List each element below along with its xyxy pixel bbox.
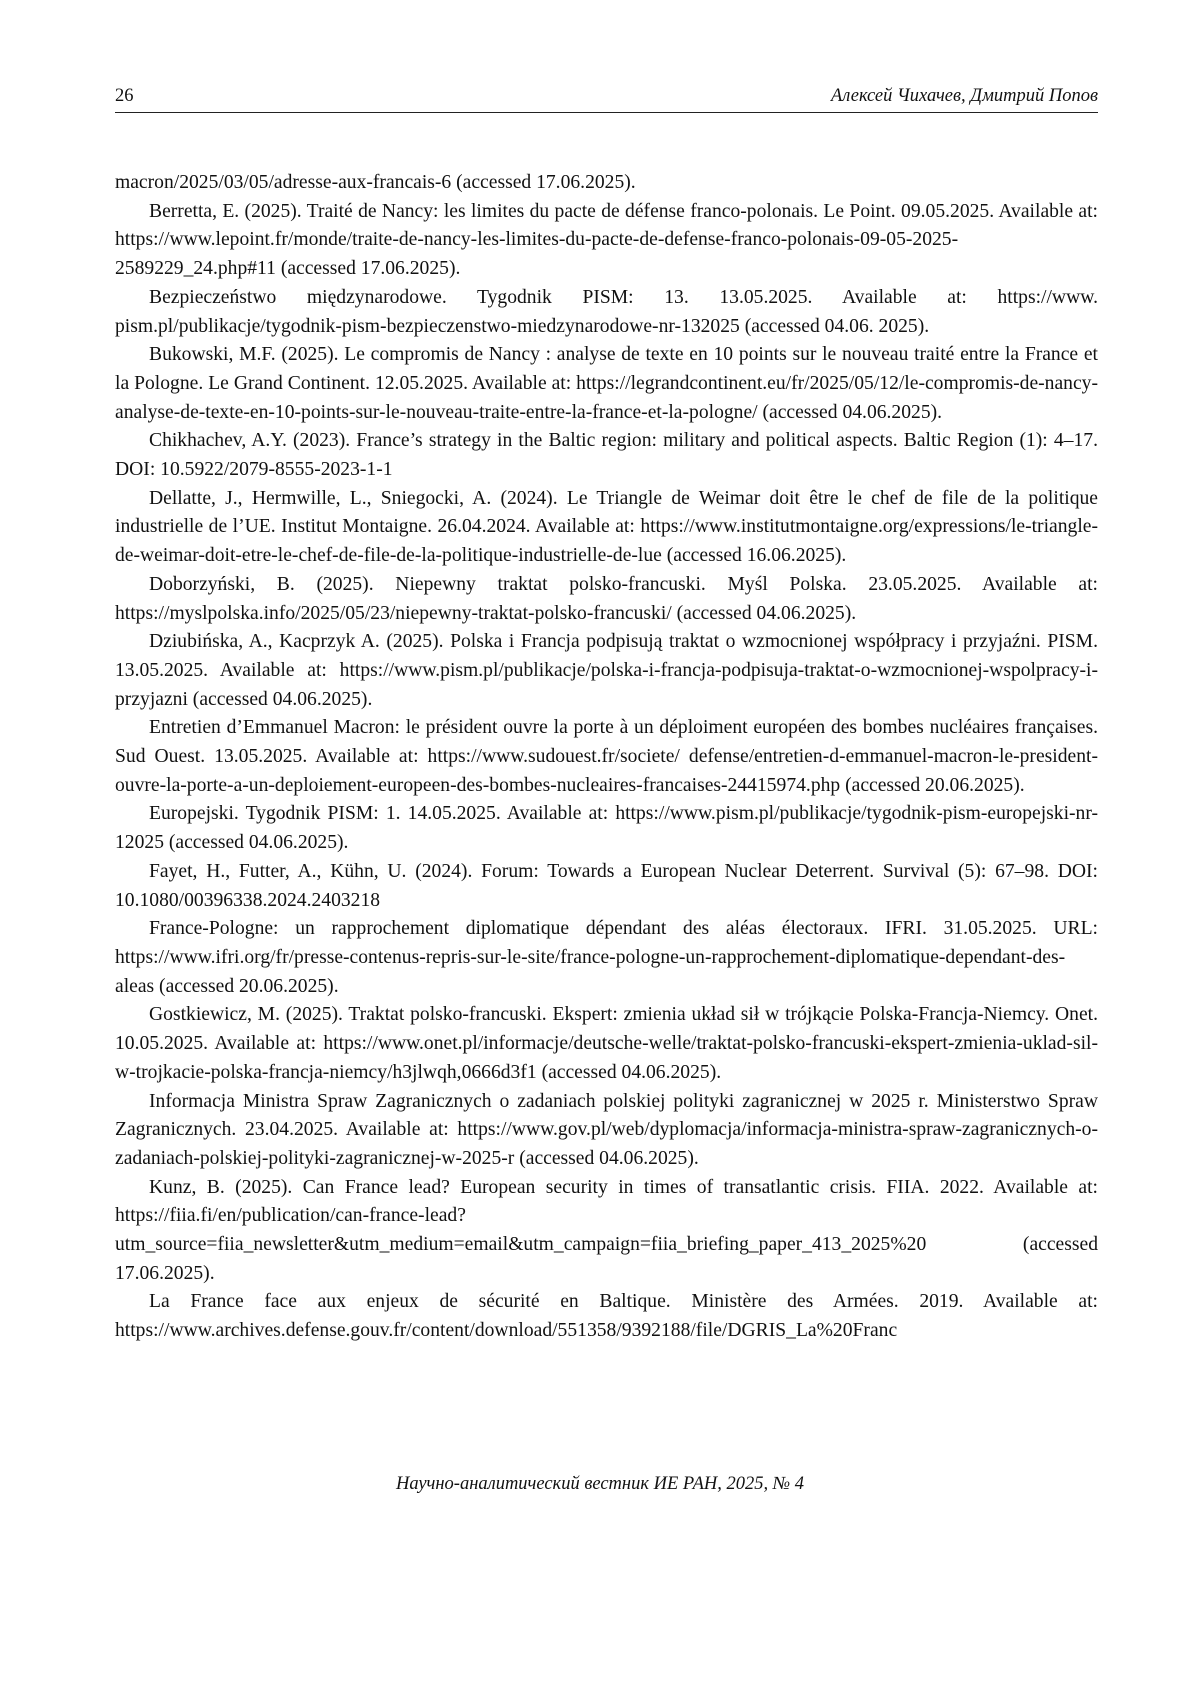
reference-entry: Entretien d’Emmanuel Macron: le président ouvre la porte à un déploiment européen des bombes nucléaires françaises. Sud Ouest. 13.05.2025. Available at: https://www.sudouest.fr/societe/ defense/entretien-d-emmanuel-macron-le-president-ouvre-la-porte-a-un-deploiement-europeen-des-bombes-nucleaires-francaises-24415974.php (accessed 20.06.2025). (115, 717, 1098, 796)
reference-entry: France-Pologne: un rapprochement diplomatique dépendant des aléas électoraux. IFRI. 31.05.2025. URL: https://www.ifri.org/fr/presse-contenus-repris-sur-le-site/france-pologne-un-rapprochement-diplomatique-dependant-des-aleas (accessed 20.06.2025). (115, 918, 1098, 997)
reference-list (115, 169, 1098, 1346)
reference-entry: Kunz, B. (2025). Can France lead? European security in times of transatlantic crisis. FIIA. 2022. Available at: https://fiia.fi/en/publication/can-france-lead?utm_source=fiia_newsletter&utm_medium=email&utm_campaign=fiia_briefing_paper_413_2025%20 (accessed 17.06.2025). (115, 1176, 1098, 1284)
reference-entry: Dziubińska, A., Kacprzyk A. (2025). Polska i Francja podpisują traktat o wzmocnionej współpracy i przyjaźni. PISM. 13.05.2025. Available at: https://www.pism.pl/publikacje/polska-i-francja-podpisuja-traktat-o-wzmocnionej-wspolpracy-i-przyjazni (accessed 04.06.2025). (115, 631, 1098, 710)
reference-entry: Bezpieczeństwo międzynarodowe. Tygodnik PISM: 13. 13.05.2025. Available at: https://www. pism.pl/publikacje/tygodnik-pism-bezpieczenstwo-miedzynarodowe-nr-132025 (accessed 04.06. 2025). (115, 286, 1098, 337)
reference-entry: macron/2025/03/05/adresse-aux-francais-6 (accessed 17.06.2025). (115, 172, 636, 193)
reference-entry: Europejski. Tygodnik PISM: 1. 14.05.2025. Available at: https://www.pism.pl/publikacje/tygodnik-pism-europejski-nr-12025 (accessed 04.06.2025). (115, 803, 1098, 854)
reference-entry: Gostkiewicz, M. (2025). Traktat polsko-francuski. Ekspert: zmienia układ sił w trójkącie Polska-Francja-Niemcy. Onet. 10.05.2025. Available at: https://www.onet.pl/informacje/deutsche-welle/traktat-polsko-francuski-ekspert-zmienia-uklad-sil-w-trojkacie-polska-francja-niemcy/h3jlwqh,0666d3f1 (accessed 04.06.2025). (115, 1004, 1098, 1083)
reference-entry: La France face aux enjeux de sécurité en Baltique. Ministère des Armées. 2019. Available at: https://www.archives.defense.gouv.fr/content/download/551358/9392188/file/DGRIS_La%20Franc (115, 1291, 1098, 1342)
reference-entry: Informacja Ministra Spraw Zagranicznych o zadaniach polskiej polityki zagranicznej w 2025 r. Ministerstwo Spraw Zagranicznych. 23.04.2025. Available at: https://www.gov.pl/web/dyplomacja/informacja-ministra-spraw-zagranicznych-o-zadaniach-polskiej-polityki-zagranicznej-w-2025-r (accessed 04.06.2025). (115, 1090, 1098, 1169)
reference-entry: Berretta, E. (2025). Traité de Nancy: les limites du pacte de défense franco-polonais. Le Point. 09.05.2025. Available at: https://www.lepoint.fr/monde/traite-de-nancy-les-limites-du-pacte-de-defense-franco-polonais-09-05-2025-2589229_24.php#11 (accessed 17.06.2025). (115, 200, 1098, 280)
reference-entry: Doborzyński, B. (2025). Niepewny traktat polsko-francuski. Myśl Polska. 23.05.2025. Available at: https://myslpolska.info/2025/05/23/niepewny-traktat-polsko-francuski/ (accessed 04.06.2025). (115, 573, 1098, 624)
reference-entry: Bukowski, M.F. (2025). Le compromis de Nancy : analyse de texte en 10 points sur le nouveau traité entre la France et la Pologne. Le Grand Continent. 12.05.2025. Available at: https://legrandcontinent.eu/fr/2025/05/12/le-compromis-de-nancy-analyse-de-texte-en-10-points-sur-le-nouveau-traite-entre-la-france-et-la-pologne/ (accessed 04.06.2025). (115, 344, 1098, 423)
page-footer: Научно-аналитический вестник ИЕ РАН, 2025, № 4 (395, 1474, 805, 1494)
page-header (115, 86, 1098, 113)
reference-entry: Fayet, H., Futter, A., Kühn, U. (2024). Forum: Towards a European Nuclear Deterrent. Survival (5): 67–98. DOI: 10.1080/00396338.2024.2403218 (115, 860, 1098, 911)
reference-entry: Dellatte, J., Hermwille, L., Sniegocki, A. (2024). Le Triangle de Weimar doit être le chef de file de la politique industrielle de l’UE. Institut Montaigne. 26.04.2024. Available at: https://www.institutmontaigne.org/expressions/le-triangle-de-weimar-doit-etre-le-chef-de-file-de-la-politique-industrielle-de-lue (accessed 16.06.2025). (115, 487, 1098, 567)
running-head-authors: Алексей Чихачев, Дмитрий Попов (830, 86, 1098, 106)
reference-entry: Chikhachev, A.Y. (2023). France’s strategy in the Baltic region: military and political aspects. Baltic Region (1): 4–17. DOI: 10.5922/2079-8555-2023-1-1 (115, 430, 1098, 481)
page-number: 26 (115, 86, 134, 106)
